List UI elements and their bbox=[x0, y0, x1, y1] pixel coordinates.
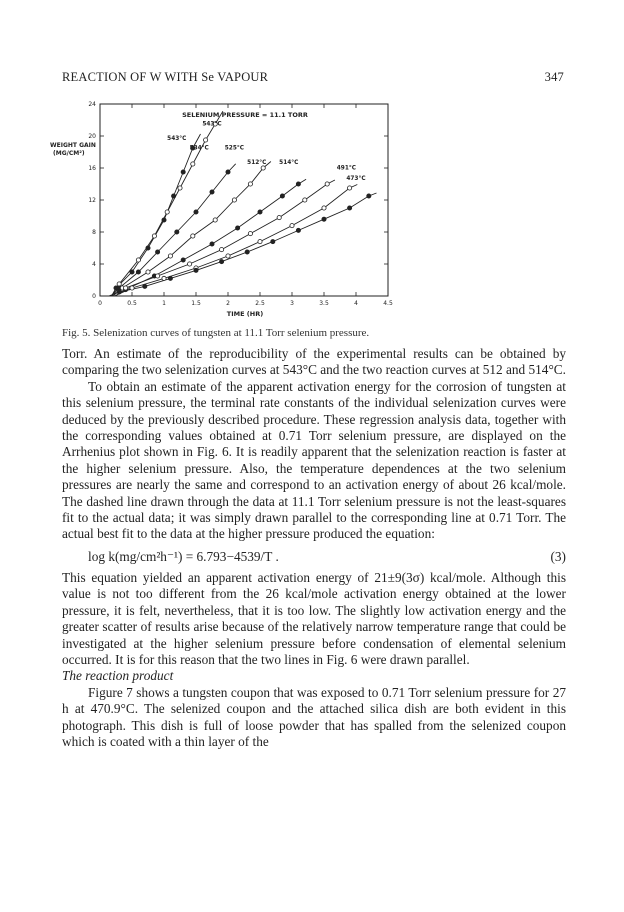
data-point bbox=[146, 246, 150, 250]
data-point bbox=[191, 234, 195, 238]
data-point bbox=[220, 248, 224, 252]
series-line bbox=[113, 162, 271, 297]
y-tick-label: 12 bbox=[88, 197, 96, 205]
y-axis-label-line1: WEIGHT GAIN bbox=[50, 142, 96, 149]
x-tick-label: 1 bbox=[162, 300, 166, 307]
series-line bbox=[112, 164, 236, 296]
data-point bbox=[277, 216, 281, 220]
curve-label: 512°C bbox=[247, 160, 267, 166]
series-line bbox=[112, 134, 201, 296]
data-point bbox=[322, 206, 326, 210]
data-point bbox=[130, 270, 134, 274]
paragraph-1: Torr. An estimate of the reproducibility of the experimental results can be obtained by comparing the two selenization curves at 543°C and the two reaction curves at 512 and 514°C. bbox=[62, 346, 566, 378]
data-point bbox=[348, 186, 352, 190]
data-point bbox=[165, 210, 169, 214]
data-point bbox=[261, 166, 265, 170]
data-point bbox=[226, 170, 230, 174]
y-tick-label: 4 bbox=[92, 261, 96, 269]
series-line bbox=[115, 179, 306, 296]
data-point bbox=[172, 194, 176, 198]
data-point bbox=[117, 282, 121, 286]
x-tick-label: 2 bbox=[226, 300, 230, 307]
data-point bbox=[248, 232, 252, 236]
curve-label: 534°C bbox=[189, 145, 209, 152]
data-point bbox=[162, 218, 166, 222]
data-point bbox=[143, 284, 147, 288]
x-tick-label: 4.5 bbox=[383, 300, 393, 307]
data-point bbox=[210, 242, 214, 246]
paragraph-3: This equation yielded an apparent activation energy of 21±9(3σ) kcal/mole. Although this value is not too different from the 26 kcal/mole activation energy obtained at the lower pressure, it is felt, nevertheless, that it is too low. The slightly low activation energy and the greater scatter of results arise because of the relatively narrow temperature range that could be investigated at the higher selenium pressure before condensation of elemental selenium occurred. It is for this reason that the two lines in Fig. 6 were drawn parallel. bbox=[62, 569, 566, 667]
data-point bbox=[168, 254, 172, 258]
running-title: REACTION OF W WITH Se VAPOUR bbox=[62, 70, 269, 84]
curve-label: 514°C bbox=[279, 160, 299, 166]
data-point bbox=[271, 240, 275, 244]
data-point bbox=[296, 182, 300, 186]
y-tick-label: 16 bbox=[88, 165, 96, 173]
data-point bbox=[226, 254, 230, 258]
equation-text: log k(mg/cm²h⁻¹) = 6.793−4539/T . bbox=[88, 548, 279, 564]
data-point bbox=[204, 138, 208, 142]
data-point bbox=[117, 290, 121, 294]
curve-label: 543°C bbox=[167, 136, 187, 142]
data-point bbox=[136, 258, 140, 262]
data-point bbox=[210, 190, 214, 194]
data-point bbox=[348, 206, 352, 210]
data-point bbox=[181, 170, 185, 174]
data-point bbox=[296, 228, 300, 232]
data-point bbox=[130, 286, 134, 290]
data-point bbox=[175, 230, 179, 234]
data-point bbox=[188, 262, 192, 266]
x-tick-label: 1.5 bbox=[191, 300, 201, 307]
y-tick-label: 20 bbox=[88, 133, 96, 141]
x-axis-label: TIME (HR) bbox=[226, 310, 264, 318]
x-tick-label: 4 bbox=[354, 300, 358, 307]
page-number: 347 bbox=[544, 70, 564, 84]
paragraph-2: To obtain an estimate of the apparent activation energy for the corrosion of tungsten at this selenium pressure, the terminal rate constants of the individual selenization curves were deduced by the previously described procedure. These regression analysis data, together with the corresponding values obtained at 0.71 Torr selenium pressure, are displayed on the Arrhenius plot shown in Fig. 6. It is readily apparent that the selenization reaction is faster at the higher selenium pressure. Also, the temperature dependences at the two selenium pressures are nearly the same and correspond to an activation energy of about 26 kcal/mole. The dashed line drawn through the data at 11.1 Torr selenium pressure is not the least-squares fit to the actual data; it was simply drawn parallel to the corresponding line at 0.71 Torr. The actual best fit to the data at the higher pressure produced the equation: bbox=[62, 378, 566, 542]
data-point bbox=[124, 286, 128, 290]
selenization-chart bbox=[50, 98, 410, 320]
data-point bbox=[245, 250, 249, 254]
data-point bbox=[236, 226, 240, 230]
x-tick-label: 3.5 bbox=[319, 300, 329, 307]
data-point bbox=[152, 234, 156, 238]
data-point bbox=[367, 194, 371, 198]
y-tick-label: 8 bbox=[92, 229, 96, 237]
chart-series-lines bbox=[109, 111, 377, 296]
section-heading: The reaction product bbox=[62, 668, 174, 684]
curve-label: 525°C bbox=[224, 145, 245, 152]
chart-title: SELENIUM PRESSURE = 11.1 TORR bbox=[182, 111, 308, 119]
y-axis-label-line2: (MG/CM²) bbox=[53, 150, 85, 157]
data-point bbox=[258, 240, 262, 244]
data-point bbox=[181, 258, 185, 262]
x-tick-label: 3 bbox=[290, 300, 294, 307]
data-point bbox=[213, 218, 217, 222]
equation-3 bbox=[62, 546, 566, 568]
data-point bbox=[168, 276, 172, 280]
data-point bbox=[280, 194, 284, 198]
data-point bbox=[162, 276, 166, 280]
x-tick-label: 2.5 bbox=[255, 300, 265, 307]
x-tick-label: 0.5 bbox=[127, 300, 137, 307]
data-point bbox=[232, 198, 236, 202]
data-point bbox=[194, 210, 198, 214]
chart-curve-labels bbox=[167, 122, 365, 182]
data-point bbox=[178, 186, 182, 190]
curve-label: 543°C bbox=[202, 121, 222, 128]
data-point bbox=[325, 182, 329, 186]
curve-label: 473°C bbox=[346, 176, 366, 182]
body-text bbox=[62, 346, 566, 750]
data-point bbox=[156, 250, 160, 254]
data-point bbox=[156, 274, 160, 278]
data-point bbox=[290, 224, 294, 228]
data-point bbox=[220, 260, 224, 264]
x-tick-label: 0 bbox=[98, 300, 102, 307]
curve-label: 491°C bbox=[336, 165, 357, 172]
figure-caption: Fig. 5. Selenization curves of tungsten at 11.1 Torr selenium pressure. bbox=[62, 327, 370, 339]
data-point bbox=[303, 198, 307, 202]
y-tick-label: 0 bbox=[92, 293, 96, 301]
data-point bbox=[136, 270, 140, 274]
series-line bbox=[110, 180, 335, 296]
paragraph-4: Figure 7 shows a tungsten coupon that was exposed to 0.71 Torr selenium pressure for 27 h at 470.9°C. The selenized coupon and the attached silica dish are both evident in this photograph. This dish is full of loose powder that has spalled from the selenized coupon which is coated with a thin layer of the bbox=[62, 684, 566, 749]
data-point bbox=[258, 210, 262, 214]
data-point bbox=[322, 217, 326, 221]
data-point bbox=[146, 270, 150, 274]
data-point bbox=[191, 162, 195, 166]
data-point bbox=[194, 268, 198, 272]
y-tick-label: 24 bbox=[88, 101, 96, 109]
data-point bbox=[248, 182, 252, 186]
equation-number: (3) bbox=[550, 548, 566, 564]
